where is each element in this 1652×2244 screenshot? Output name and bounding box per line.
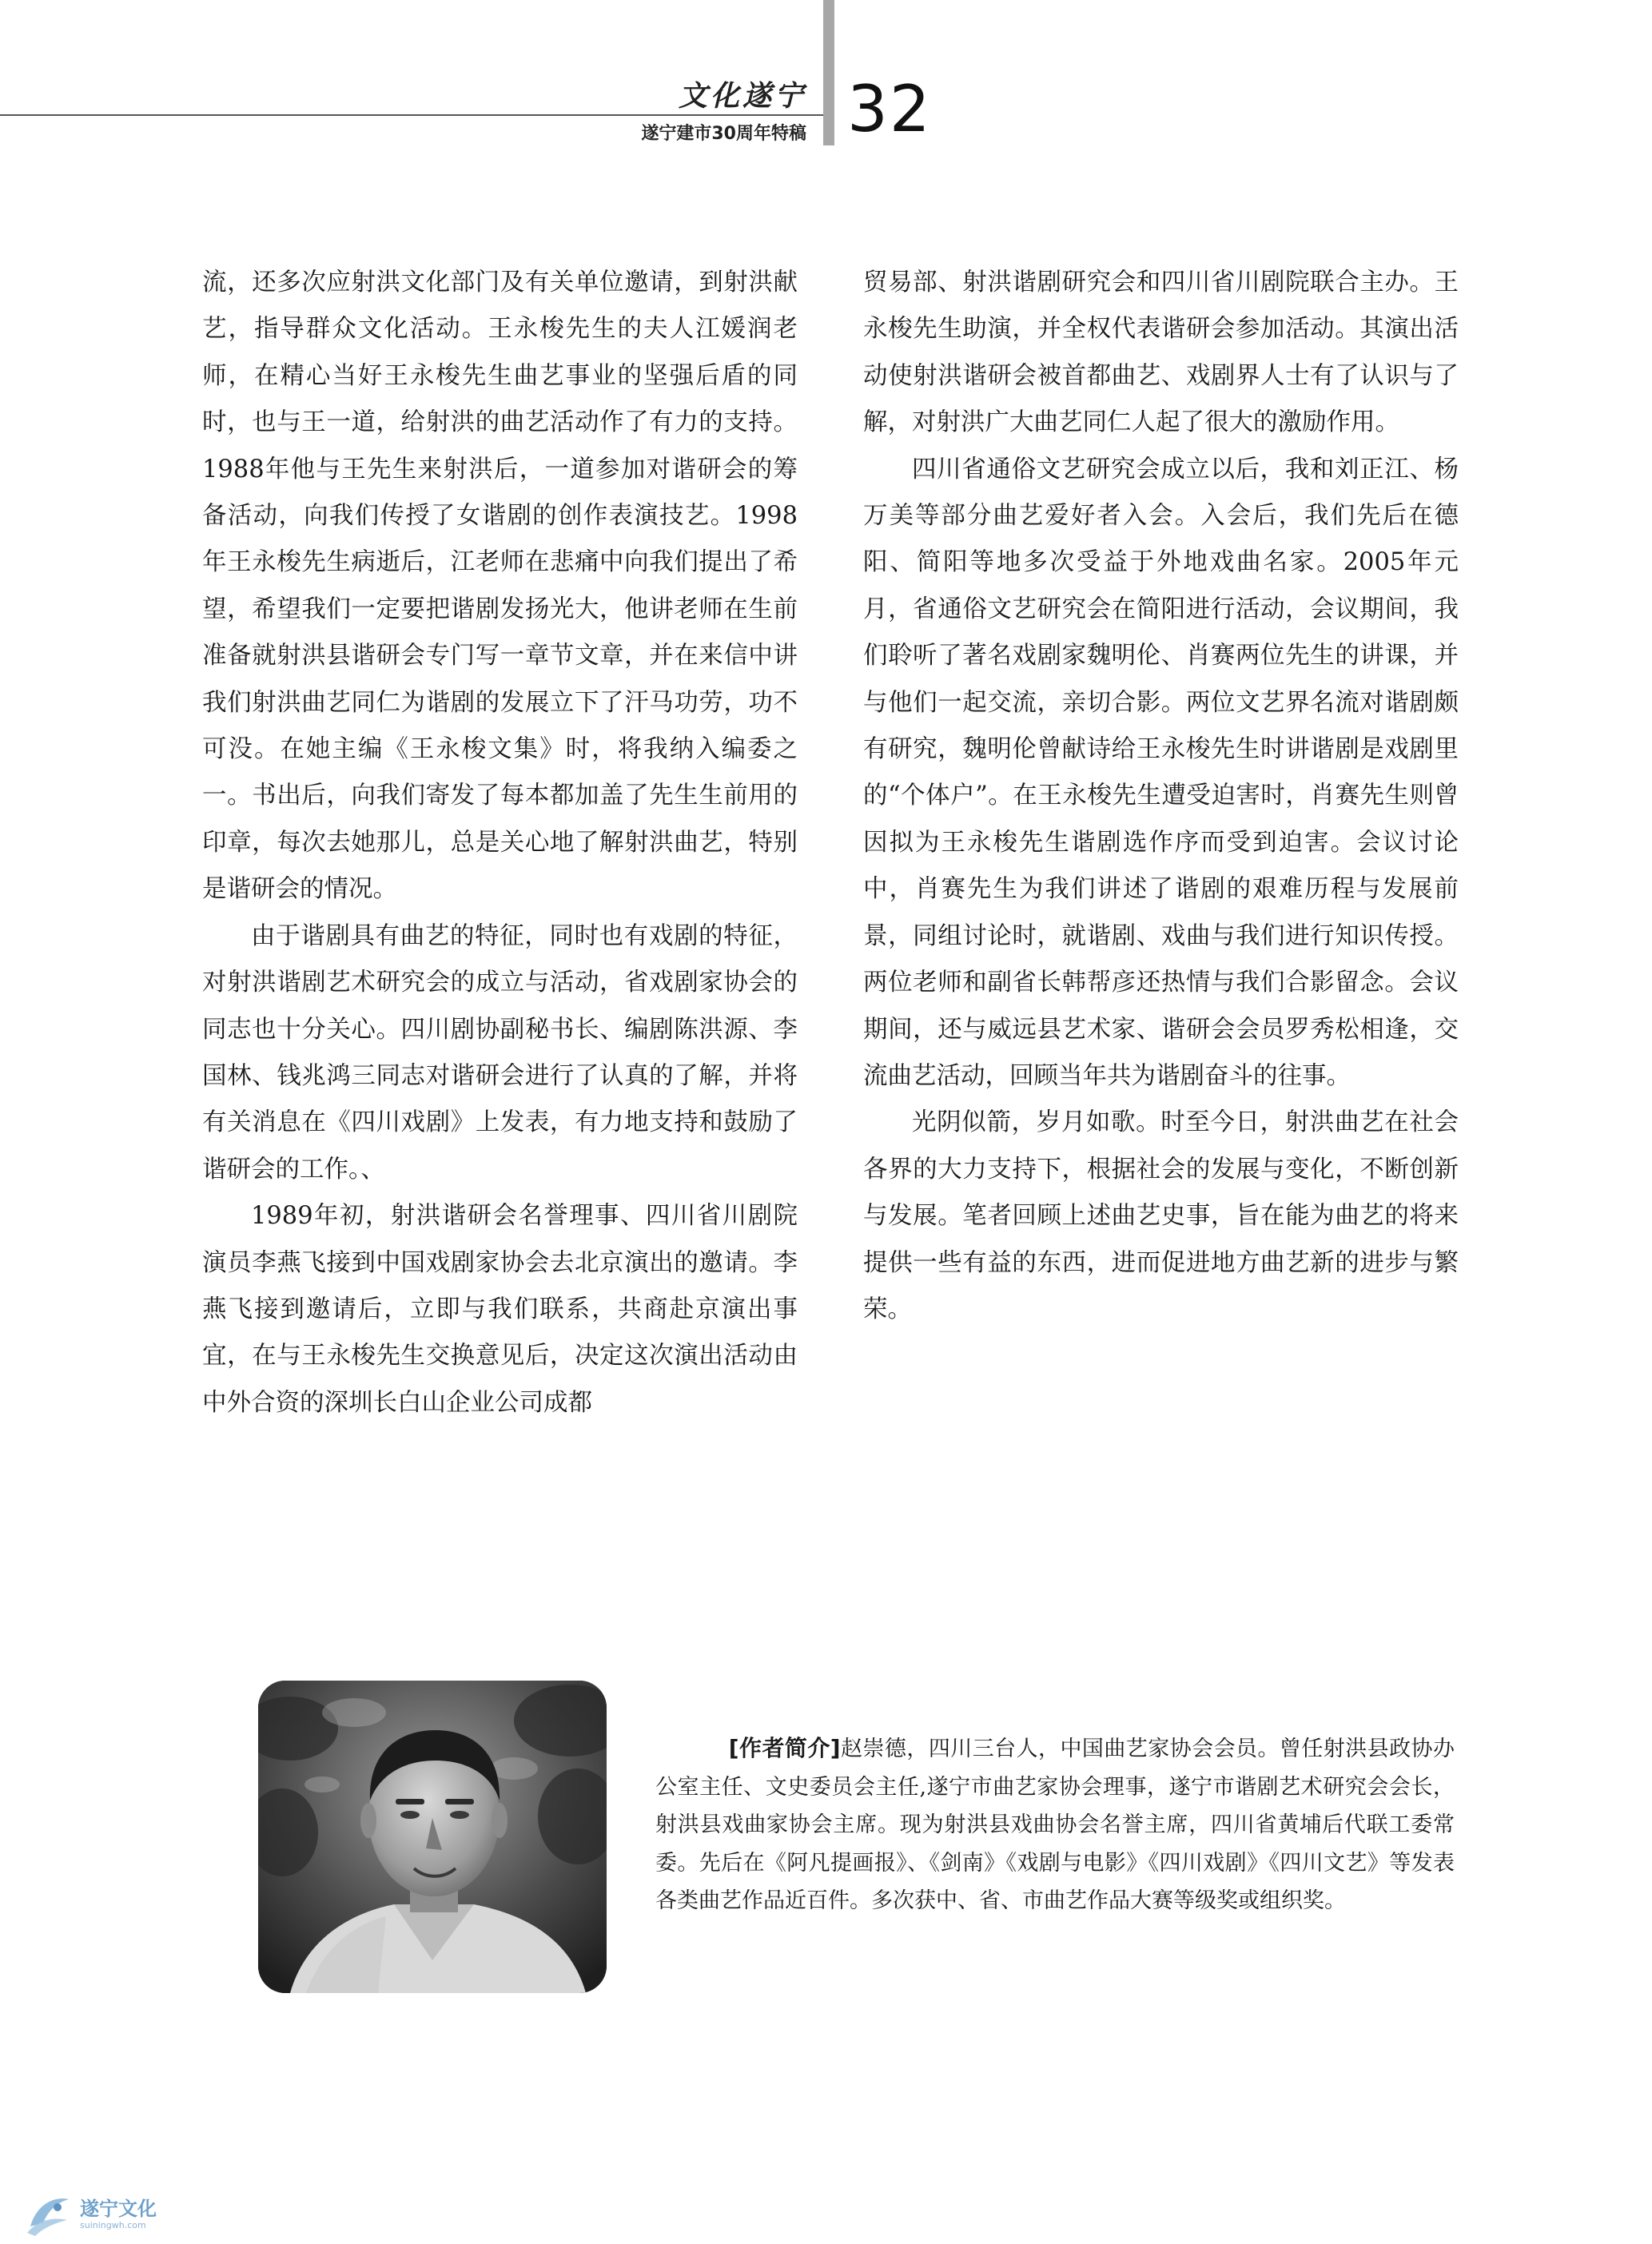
paragraph: 1989年初，射洪谐研会名誉理事、四川省川剧院演员李燕飞接到中国戏剧家协会去北京演出的邀请。李燕飞接到邀请后，立即与我们联系，共商赴京演出事宜，在与王永梭先生交换意见后，决定这次演出活动由中外合资的深圳长白山企业公司成都 — [202, 1202, 798, 1417]
author-photo — [258, 1681, 607, 1993]
paragraph: 流，还多次应射洪文化部门及有关单位邀请，到射洪献艺，指导群众文化活动。王永梭先生的夫人江媛润老师，在精心当好王永梭先生曲艺事业的坚强后盾的同时，也与王一道，给射洪的曲艺活动作了有力的支持。1988年他与王先生来射洪后，一道参加对谐研会的筹备活动，向我们传授了女谐剧的创作表演技艺。1998年王永梭先生病逝后，江老师在悲痛中向我们提出了希望，希望我们一定要把谐剧发扬光大，他讲老师在生前准备就射洪县谐研会专门写一章节文章，并在来信中讲我们射洪曲艺同仁为谐剧的发展立下了汗马功劳，功不可没。在她主编《王永梭文集》时，将我纳入编委之一。书出后，向我们寄发了每本都加盖了先生生前用的印章，每次去她那儿，总是关心地了解射洪曲艺，特别是谐研会的情况。 — [202, 269, 798, 904]
paragraph: 四川省通俗文艺研究会成立以后，我和刘正江、杨万美等部分曲艺爱好者入会。入会后，我们先后在德阳、简阳等地多次受益于外地戏曲名家。2005年元月，省通俗文艺研究会在简阳进行活动，会议期间，我们聆听了著名戏剧家魏明伦、肖赛两位先生的讲课，并与他们一起交流，亲切合影。两位文艺界名流对谐剧颇有研究，魏明伦曾献诗给王永梭先生时讲谐剧是戏剧里的“个体户”。在王永梭先生遭受迫害时，肖赛先生则曾因拟为王永梭先生谐剧选作序而受到迫害。会议讨论中，肖赛先生为我们讲述了谐剧的艰难历程与发展前景，同组讨论时，就谐剧、戏曲与我们进行知识传授。两位老师和副省长韩帮彦还热情与我们合影留念。会议期间，还与威远县艺术家、谐研会会员罗秀松相逢，交流曲艺活动，回顾当年共为谐剧奋斗的往事。 — [863, 455, 1459, 1090]
header-vertical-bar — [823, 0, 834, 145]
site-watermark — [22, 2188, 214, 2241]
watermark-url: suiningwh.com — [80, 2220, 146, 2230]
author-bio-text: 赵崇德，四川三台人，中国曲艺家协会会员。曾任射洪县政协办公室主任、文史委员会主任,遂宁市曲艺家协会理事，遂宁市谐剧艺术研究会会长，射洪县戏曲家协会主席。现为射洪县戏曲协会名誉主席，四川省黄埔后代联工委常委。先后在《阿凡提画报》、《剑南》《戏剧与电影》《四川戏剧》《四川文艺》等发表各类曲艺作品近百件。多次获中、省、市曲艺作品大赛等级奖或组织奖。 — [655, 1737, 1455, 1913]
section-subtitle: 遂宁建市30周年特稿 — [641, 124, 806, 144]
paragraph: 贸易部、射洪谐剧研究会和四川省川剧院联合主办。王永梭先生助演，并全权代表谐研会参加活动。其演出活动使射洪谐研会被首都曲艺、戏剧界人士有了认识与了解，对射洪广大曲艺同仁人起了很大的激励作用。 — [863, 269, 1459, 437]
watermark-name: 遂宁文化 — [80, 2198, 157, 2220]
right-column — [863, 260, 1459, 1333]
author-bio-label: [作者简介] — [728, 1735, 841, 1761]
paragraph: 光阴似箭，岁月如歌。时至今日，射洪曲艺在社会各界的大力支持下，根据社会的发展与变化，不断创新与发展。笔者回顾上述曲艺史事，旨在能为曲艺的将来提供一些有益的东西，进而促进地方曲艺新的进步与繁荣。 — [863, 1108, 1459, 1323]
page-number: 32 — [847, 72, 932, 146]
author-bio-paragraph — [655, 1729, 1455, 1920]
author-bio — [655, 1729, 1455, 1920]
section-title: 文化遂宁 — [678, 80, 806, 113]
left-column — [202, 260, 798, 1426]
watermark-logo-icon — [22, 2188, 75, 2241]
paragraph: 由于谐剧具有曲艺的特征，同时也有戏剧的特征，对射洪谐剧艺术研究会的成立与活动，省戏剧家协会的同志也十分关心。四川剧协副秘书长、编剧陈洪源、李国林、钱兆鸿三同志对谐研会进行了认真的了解，并将有关消息在《四川戏剧》上发表，有力地支持和鼓励了谐研会的工作。、 — [202, 921, 798, 1184]
header-rule — [0, 114, 827, 116]
